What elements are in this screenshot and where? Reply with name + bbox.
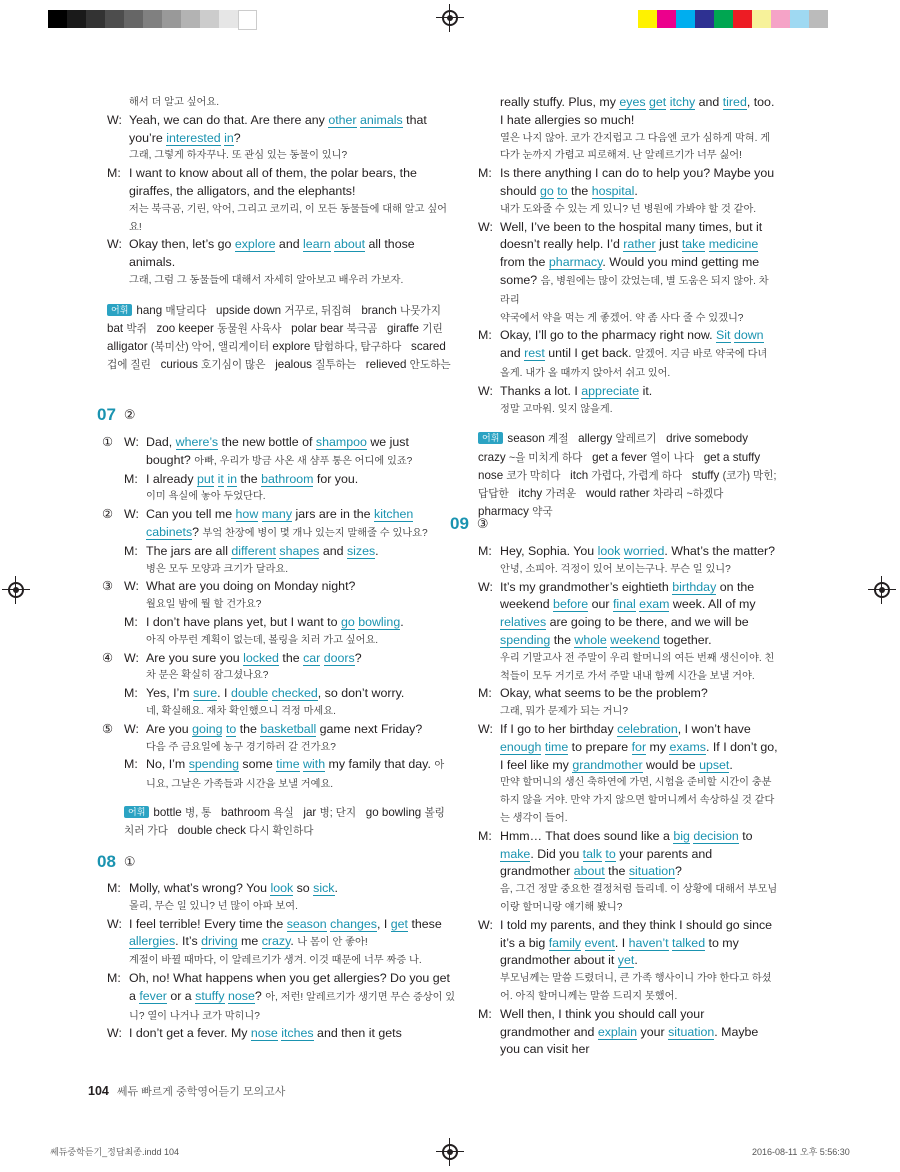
vocab-box: 어휘 season 계절 allergy 알레르기 drive somebody crazy ~을 미치게 하다 get a fever 열이 나다 get a stuffy nose 코가 막히다 itch 가렵다, 가렵게 하다 stuffy (코가) 막힌; 답답한 itchy 가려운 would rather 차라리 ~하겠다 pharmacy 약국 (478, 432, 777, 519)
book-title: 쎄듀 빠르게 중학영어듣기 모의고사 (116, 1086, 286, 1098)
dialogue-line: W: Okay then, let’s go explore and learn about all those animals. (107, 237, 415, 270)
slug-file: 쎄듀중학듣기_정답최종.indd 104 (50, 1147, 179, 1157)
vocab-tag: 어휘 (107, 304, 132, 316)
registration-mark-icon (440, 1142, 460, 1162)
q07-body: ① W: Dad, where’s the new bottle of shampoo we just bought? 아빠, 우리가 방금 사온 새 샴푸 통은 어디에 있죠? M: I already put it in the bathroom for you. 이미 욕실에 놓아 두었단다. ② W: Can you tell me how many jars are in the kitchen cabinets? 부엌 찬장에 병이 몇 개나 있는지 말해줄 수 있나요? M: The jars are all different shapes and sizes. 병은 모두 모양과 크기가 달라요. ③ W: What are you doing on Monday night? 월요일 밤에 뭘 할 건가요? M: I don’t have plans yet, but I want to go bowling. 아직 아무런 계획이 없는데, 볼링을 치러 가고 싶어요. ④ W: Are you sure you locked the car doors? 차 문은 확실히 잠그셨나요? M: Yes, I’m sure. I double checked, so don’t worry. 네, 확실해요. 재차 확인했으니 걱정 마세요. ⑤ W: Are you going to the basketball game next Friday? 다음 주 금요일에 농구 경기하러 갈 건가요? M: No, I’m spending some time with my family that day. 아니요, 그날은 가족들과 시간을 보낼 거예요. 어휘 bottle 병, 통 bathroom 욕실 jar 병; 단지 go bowling 볼링 치러 가다 double check 다시 확인하다 (102, 434, 452, 840)
korean-line: 그래, 그렇게 하자꾸나. 또 관심 있는 동물이 있니? (129, 150, 348, 162)
question-08-header: 08 ① (97, 852, 136, 871)
page-number: 104 (88, 1084, 109, 1098)
vocab-box: 어휘 bottle 병, 통 bathroom 욕실 jar 병; 단지 go bowling 볼링 치러 가다 double check 다시 확인하다 (124, 805, 445, 838)
korean-line: 그래, 그럼 그 동물들에 대해서 자세히 알아보고 배우러 가보자. (129, 274, 404, 286)
registration-mark-icon (872, 580, 892, 600)
registration-mark-icon (6, 580, 26, 600)
q09-body: M: Hey, Sophia. You look worried. What’s the matter? 안녕, 소피아. 걱정이 있어 보이는구나. 무슨 일 있니? W: It’s my grandmother’s eightieth birthday on the weekend before our final exam week. All of my relatives are going to be there, and we will be spending the whole weekend together. 우리 기말고사 전 주말이 우리 할머니의 여든 번째 생신이야. 친척들이 모두 거기로 가서 주말 내내 함께 시간을 보낼 거야. M: Okay, what seems to be the problem? 그래, 뭐가 문제가 되는 거니? W: If I go to her birthday celebration, I won’t have enough time to prepare for my exams. If I don’t go, I feel like my grandmother would be upset. 만약 할머니의 생신 축하연에 가면, 시험을 준비할 시간이 충분하지 않을 거야. 만약 가지 않으면 할머니께서 속상하실 것 같다는 생각이 들어. M: Hmm… That does sound like a big decision to make. Did you talk to your parents and grandmother about the situation? 음, 그건 정말 중요한 결정처럼 들리네. 이 상황에 대해서 부모님이랑 할머니랑 얘기해 봤니? W: I told my parents, and they think I should go since it’s a big family event. I haven’t talked to my grandmother about it yet. 부모님께는 말씀 드렸더니, 큰 가족 행사이니 가야 한다고 하셨어. 아직 할머니께는 말씀 드리지 못했어. M: Well then, I think you should call your grandmother and explain your situation. Maybe you can visit her (478, 544, 778, 1057)
left-column (107, 94, 457, 375)
right-column: really stuffy. Plus, my eyes get itchy and tired, too. I hate allergies so much! 열은 나지 않아. 코가 간지럽고 그 다음엔 코가 심하게 막혀. 게다가 눈까지 가렵고 피로해져. 난 알레르기가 너무 싫어! M: Is there anything I can do to help you? Maybe you should go to the hospital. 내가 도와줄 수 있는 게 있니? 넌 병원에 가봐야 할 것 같아. W: Well, I’ve been to the hospital many times, but it doesn’t really help. I’d rather just take medicine from the pharmacy. Would you mind getting me some? 음, 병원에는 많이 갔었는데, 별 도움은 되지 않아. 차라리 약국에서 약을 먹는 게 좋겠어. 약 좀 사다 줄 수 있겠니? M: Okay, I’ll go to the pharmacy right now. Sit down and rest until I get back. 알겠어. 지금 바로 약국에 다녀 올게. 내가 올 때까지 앉아서 쉬고 있어. W: Thanks a lot. I appreciate it. 정말 고마워. 잊지 않을게. 어휘 season 계절 allergy 알레르기 drive somebody crazy ~을 미치게 하다 get a fever 열이 나다 get a stuffy nose 코가 막히다 itch 가렵다, 가렵게 하다 stuffy (코가) 막힌; 답답한 itchy 가려운 would rather 차라리 ~하겠다 pharmacy 약국 (478, 94, 778, 521)
q08-body: M: Molly, what’s wrong? You look so sick. 몰리, 무슨 일 있니? 넌 많이 아파 보여. W: I feel terrible! Every time the season changes, I get these allergies. It’s driving me crazy. 나 몸이 안 좋아! 계절이 바뀔 때마다, 이 알레르기가 생겨. 이것 때문에 너무 짜증 나. M: Oh, no! What happens when you get allergies? Do you get a fever or a stuffy nose? 아, 저런! 알레르기가 생기면 무슨 증상이 있니? 열이 나거나 코가 막히니? W: I don’t get a fever. My nose itches and then it gets (107, 881, 456, 1041)
gray-color-bar (48, 10, 257, 28)
page-footer (88, 1083, 285, 1099)
question-07-header: 07 ② (97, 405, 136, 424)
dialogue-line: W: Yeah, we can do that. Are there any other animals that you’re interested in? (107, 112, 427, 145)
vocab-box: 어휘 hang 매달리다 upside down 거꾸로, 뒤집혀 branch 나뭇가지 bat 박쥐 zoo keeper 동물원 사육사 polar bear 북극곰 giraffe 기린 alligator (북미산) 악어, 앨리게이터 explore 탐험하다, 탐구하다 scared 겁에 질린 curious 호기심이 많은 jealous 질투하는 relieved 안도하는 (107, 303, 451, 372)
registration-mark-icon (440, 8, 460, 28)
dialogue-line: M: I want to know about all of them, the polar bears, the giraffes, the alligators, and the elephants! (107, 166, 417, 198)
cmyk-color-bar (638, 10, 828, 28)
korean-line: 저는 북극곰, 기린, 악어, 그리고 코끼리, 이 모든 동물들에 대해 알고 싶어요! (129, 203, 448, 233)
korean-line: 해서 더 알고 싶어요. (129, 97, 220, 108)
slug-date: 2016-08-11 오후 5:56:30 (752, 1147, 850, 1157)
question-09-header: 09 ③ (450, 514, 489, 533)
